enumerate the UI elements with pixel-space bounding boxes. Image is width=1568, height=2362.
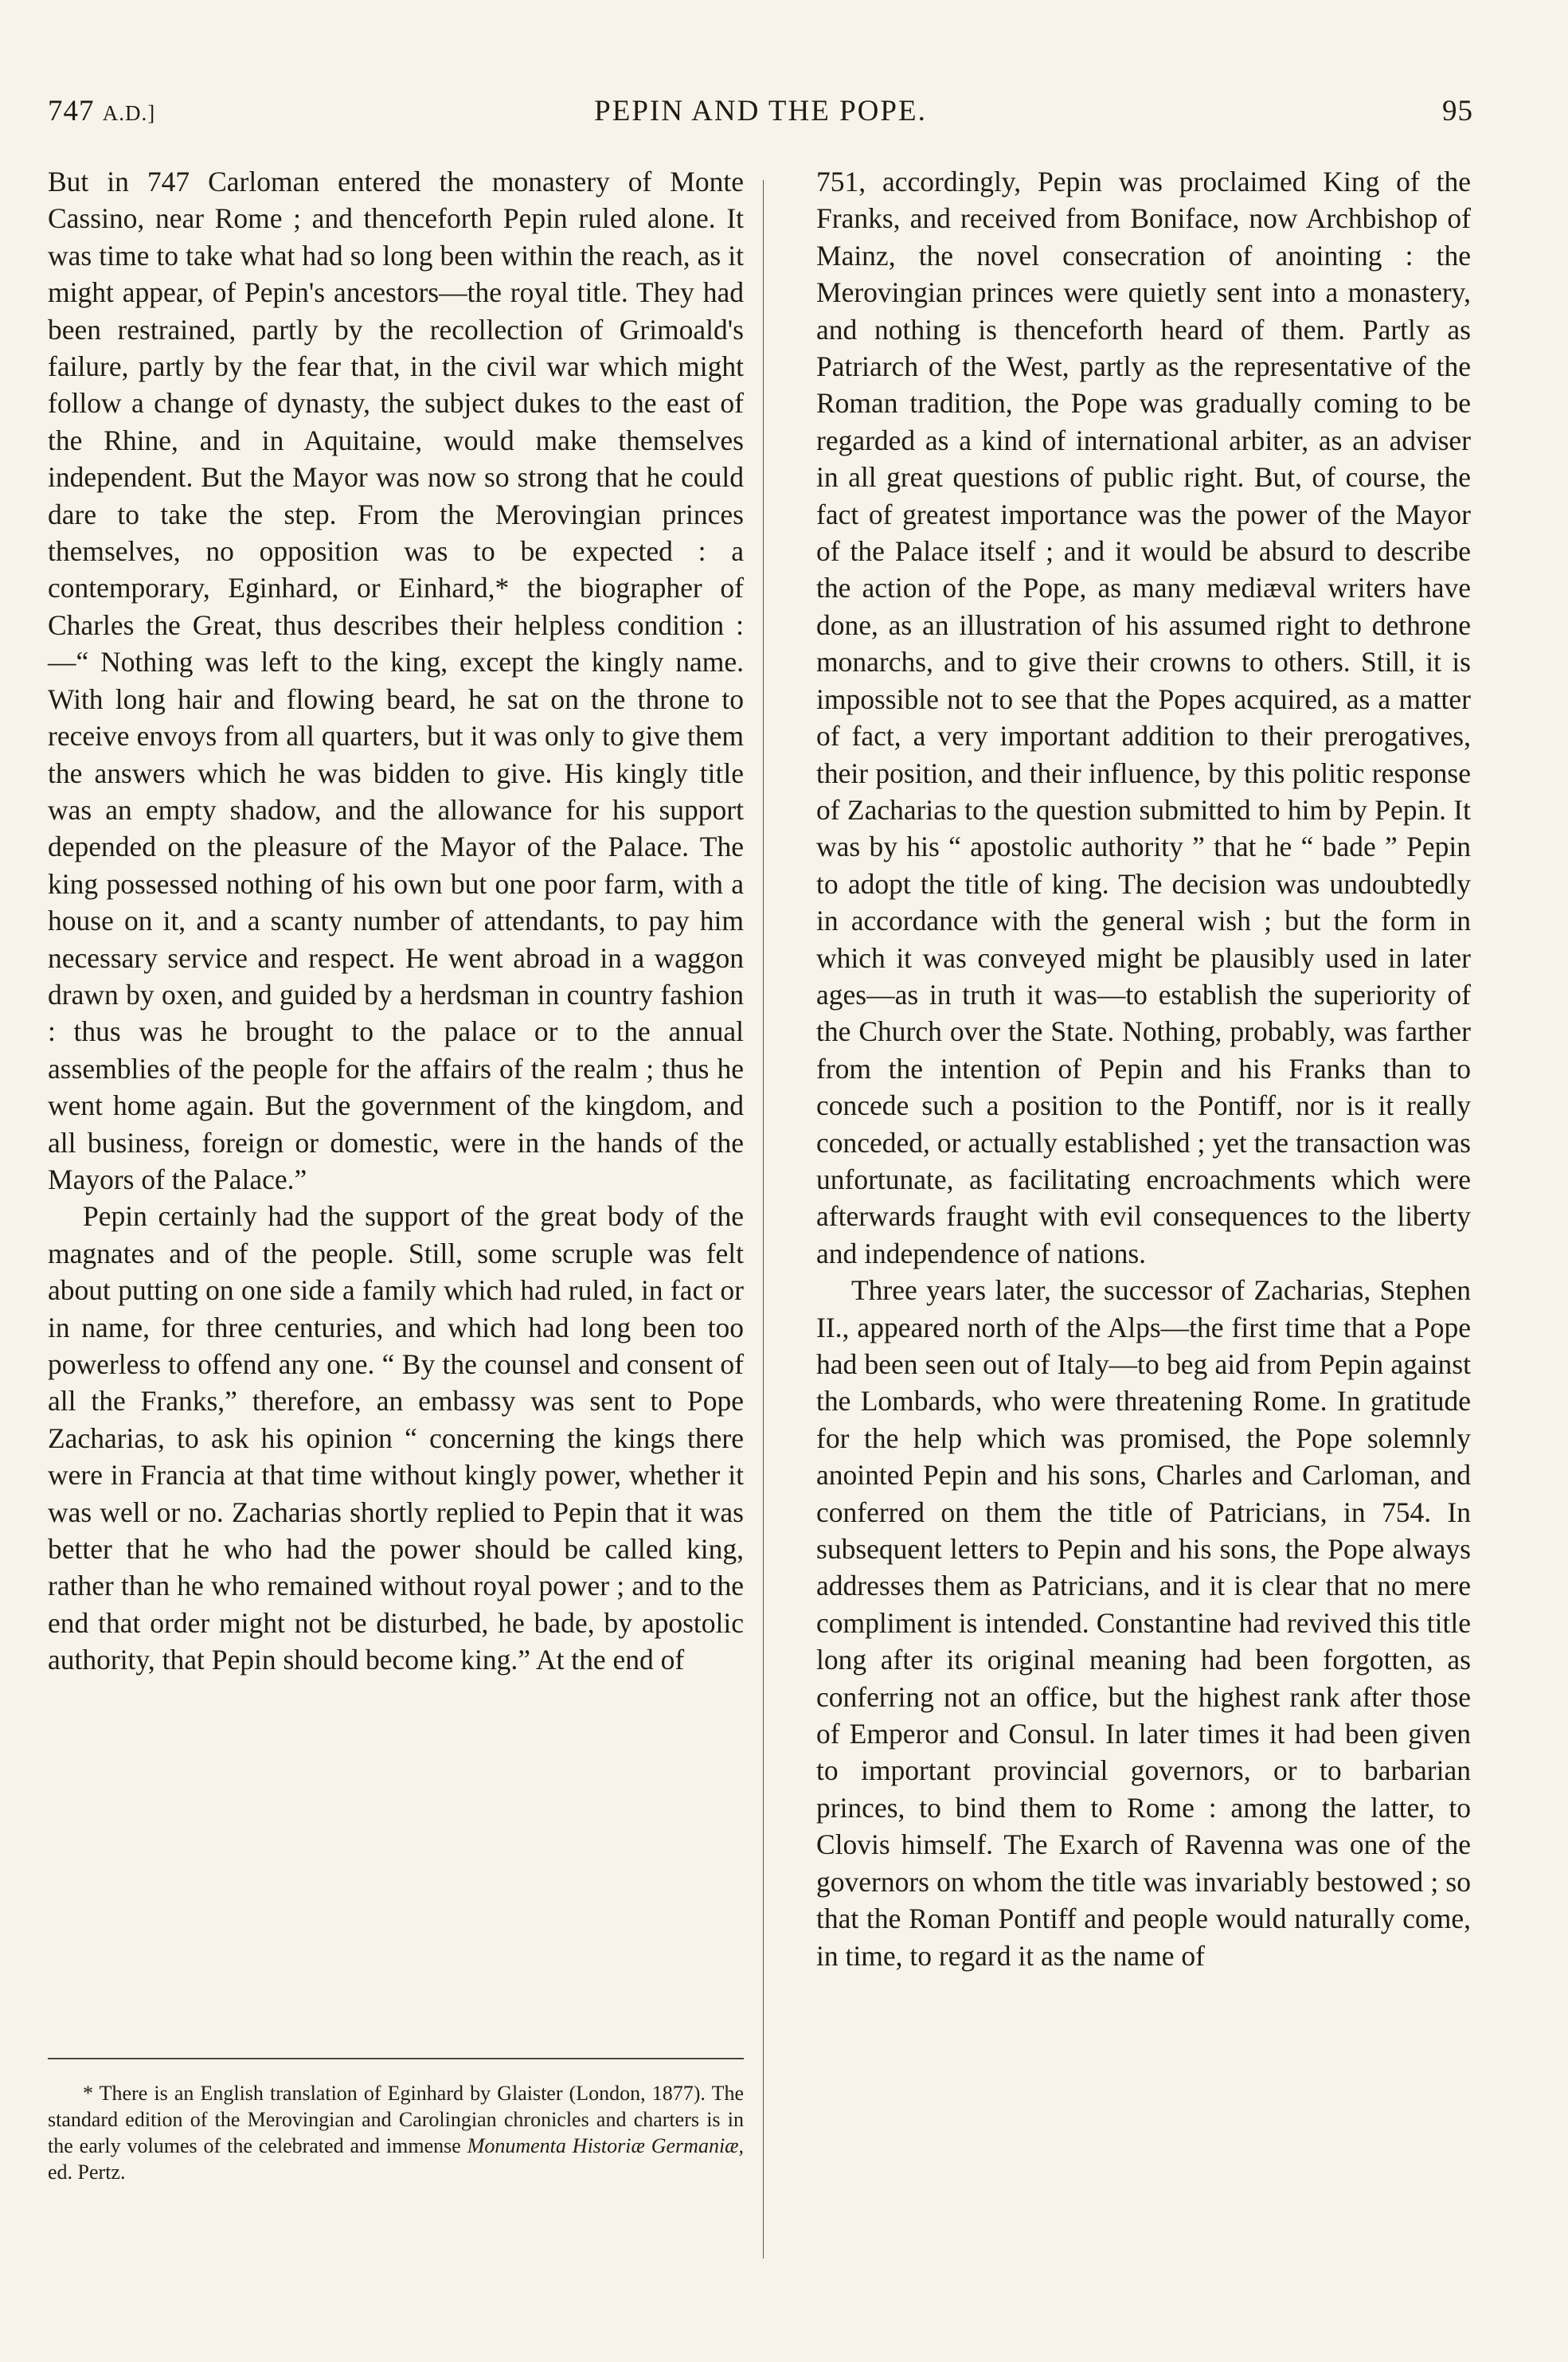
right-paragraph-2: Three years later, the successor of Zacharias, Stephen II., appeared north of the Alps—the first time that a Pope had been seen out of Italy—to beg aid from Pepin against the Lombards, who were threatening Rome. In gratitude for the help which was promised, the Pope solemnly anointed Pepin and his sons, Charles and Carloman, and conferred on them the title of Patricians, in 754. In subsequent letters to Pepin and his sons, the Pope always addresses them as Patricians, and it is clear that no mere compliment is intended. Constantine had revived this title long after its original meaning had been forgotten, as conferring not an office, but the highest rank after those of Emperor and Consul. In later times it had been given to important provincial governors, or to barbarian princes, to bind them to Rome : among the latter, to Clovis himself. The Exarch of Ravenna was one of the governors on whom the title was invariably bestowed ; so that the Roman Pontiff and people would naturally come, in time, to regard it as the name of: [816, 1274, 1471, 1972]
footnote-text-before: * There is an English translation of Eginhard by Glaister (London, 1877). The standard edition of the Merovingian and Carolingian chronicles and charters is in the early volumes of the celebrated and immense: [48, 2082, 744, 2157]
right-paragraph-1: 751, accordingly, Pepin was proclaimed King of the Franks, and received from Boniface, now Archbishop of Mainz, the novel consecration of anointing : the Merovingian princes were quietly sent into a monastery, and nothing is thenceforth heard of them. Partly as Patriarch of the West, partly as the representative of the Roman tradition, the Pope was gradually coming to be regarded as a kind of international arbiter, as an adviser in all great questions of public right. But, of course, the fact of greatest importance was the power of the Mayor of the Palace itself ; and it would be absurd to describe the action of the Pope, as many mediæval writers have done, as an illustration of his assumed right to dethrone monarchs, and to give their crowns to others. Still, it is impossible not to see that the Popes acquired, as a matter of fact, a very important addition to their prerogatives, their position, and their influence, by this politic response of Zacharias to the question submitted to him by Pepin. It was by his “ apostolic authority ” that he “ bade ” Pepin to adopt the title of king. The decision was undoubtedly in accordance with the general wish ; but the form in which it was conveyed might be plausibly used in later ages—as in truth it was—to establish the superiority of the Church over the State. Nothing, probably, was farther from the intention of Pepin and his Franks than to concede such a position to the Pontiff, nor is it really conceded, or actually established ; yet the transaction was unfortunate, as facilitating encroachments which were afterwards fraught with evil consequences to the liberty and independence of nations.: [816, 166, 1471, 1269]
column-divider: [763, 180, 764, 2258]
left-paragraph-1: But in 747 Carloman entered the monastery of Monte Cassino, near Rome ; and thenceforth Pepin ruled alone. It was time to take what had so long been within the reach, as it might appear, of Pepin's ancestors—the royal title. They had been restrained, partly by the recollection of Grimoald's failure, partly by the fear that, in the civil war which might follow a change of dynasty, the subject dukes to the east of the Rhine, and in Aquitaine, would make themselves independent. But the Mayor was now so strong that he could dare to take the step. From the Merovingian princes themselves, no opposition was to be expected : a contemporary, Eginhard, or Einhard,* the biographer of Charles the Great, thus describes their helpless condition :—“ Nothing was left to the king, except the kingly name. With long hair and flowing beard, he sat on the throne to receive envoys from all quarters, but it was only to give them the answers which he was bidden to give. His kingly title was an empty shadow, and the allowance for his support depended on the pleasure of the Mayor of the Palace. The king possessed nothing of his own but one poor farm, with a house on it, and a scanty number of attendants, to pay him necessary service and respect. He went abroad in a waggon drawn by oxen, and guided by a herdsman in country fashion : thus was he brought to the palace or to the annual assemblies of the people for the affairs of the realm ; thus he went home again. But the government of the kingdom, and all business, foreign or domestic, were in the hands of the Mayors of the Palace.”: [48, 166, 744, 1195]
footnote-rule: [48, 2058, 744, 2059]
left-paragraph-2: Pepin certainly had the support of the great body of the magnates and of the people. Still, some scruple was felt about putting on one side a family which had ruled, in fact or in name, for three centuries, and which had long been too powerless to offend any one. “ By the counsel and consent of all the Franks,” therefore, an embassy was sent to Pope Zacharias, to ask his opinion “ concerning the kings there were in Francia at that time without kingly power, whether it was well or no. Zacharias shortly replied to Pepin that it was better that he who had the power should be called king, rather than he who remained without royal power ; and to the end that order might not be disturbed, he bade, by apostolic authority, that Pepin should become king.” At the end of: [48, 1200, 744, 1676]
footnote-italic-title: Monumenta Historiæ Germaniæ,: [467, 2134, 745, 2157]
right-column: [816, 163, 1471, 1974]
footnote: [48, 2080, 744, 2185]
footnote-text: [48, 2080, 744, 2185]
page-number: 95: [1442, 95, 1473, 127]
running-head-title: PEPIN AND THE POPE.: [594, 95, 927, 127]
footnote-text-after: ed. Pertz.: [48, 2161, 126, 2184]
running-head: [48, 94, 1473, 142]
header-era: A.D.]: [102, 101, 156, 125]
left-column: [48, 163, 744, 1679]
header-year: 747: [48, 95, 95, 127]
